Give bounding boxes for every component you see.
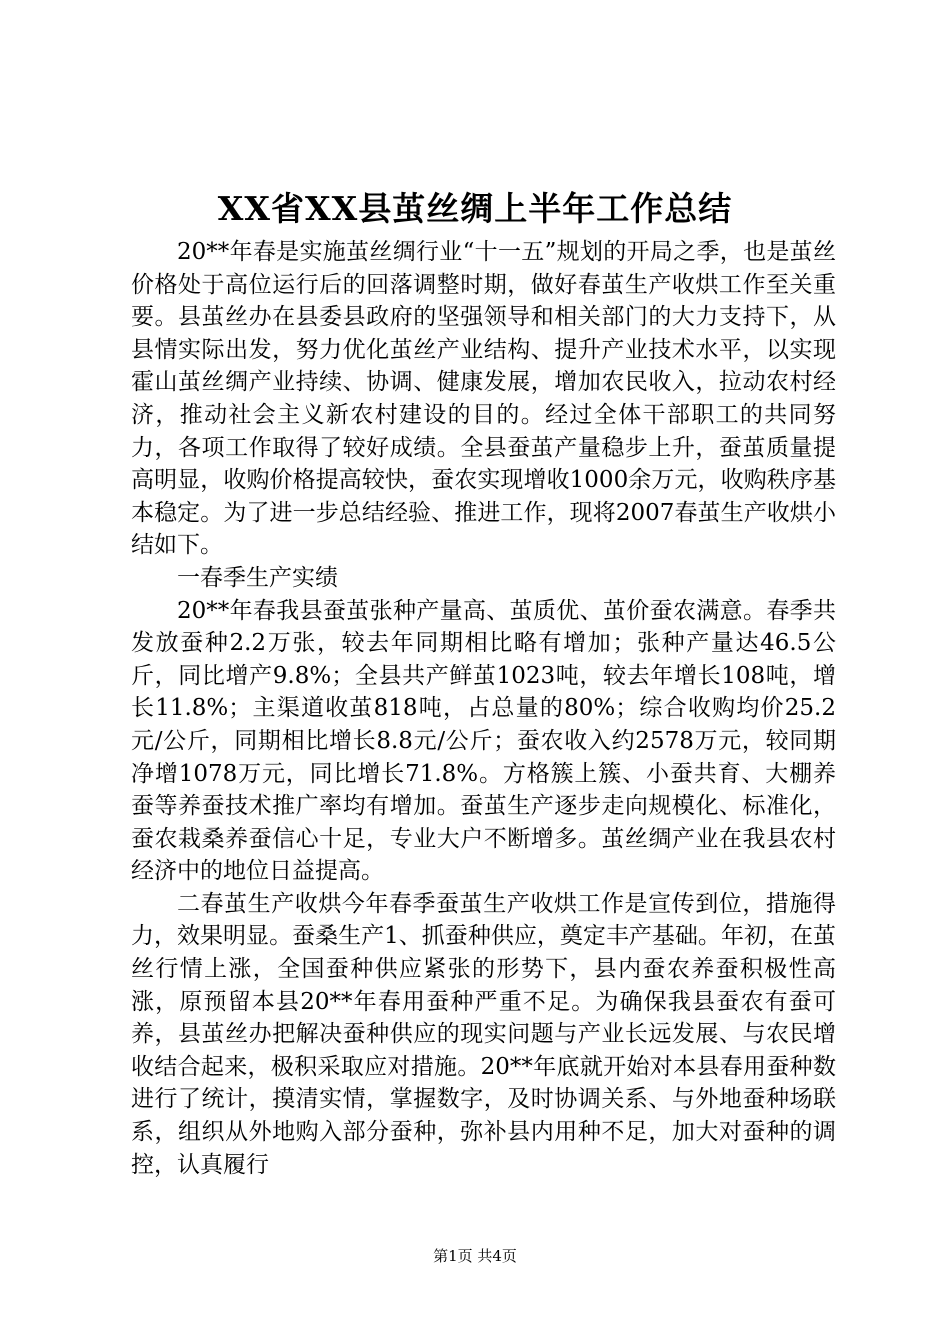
document-body bbox=[131, 236, 836, 1181]
document-title: XX省XX县茧丝绸上半年工作总结 bbox=[217, 189, 733, 228]
paragraph-spring-cocoon-production: 二春茧生产收烘今年春季蚕茧生产收烘工作是宣传到位，措施得力，效果明显。蚕桑生产1、抓蚕种供应，奠定丰产基础。年初，在茧丝行情上涨，全国蚕种供应紧张的形势下，县内蚕农养蚕积极性高涨，原预留本县20**年春用蚕种严重不足。为确保我县蚕农有蚕可养，县茧丝办把解决蚕种供应的现实问题与产业长远发展、与农民增收结合起来，极积采取应对措施。20**年底就开始对本县春用蚕种数进行了统计，摸清实情，掌握数字，及时协调关系、与外地蚕种场联系，组织从外地购入部分蚕种，弥补县内用种不足，加大对蚕种的调控，认真履行 bbox=[131, 890, 836, 1178]
paragraph-intro: 20**年春是实施茧丝绸行业“十一五”规划的开局之季，也是茧丝价格处于高位运行后的回落调整时期，做好春茧生产收烘工作至关重要。县茧丝办在县委县政府的坚强领导和相关部门的大力支持下，从县情实际出发，努力优化茧丝产业结构、提升产业技术水平，以实现霍山茧丝绸产业持续、协调、健康发展，增加农民收入，拉动农村经济，推动社会主义新农村建设的目的。经过全体干部职工的共同努力，各项工作取得了较好成绩。全县蚕茧产量稳步上升，蚕茧质量提高明显，收购价格提高较快，蚕农实现增收1000余万元，收购秩序基本稳定。为了进一步总结经验、推进工作，现将2007春茧生产收烘小结如下。 bbox=[131, 239, 836, 559]
page-footer: 第1页 共4页 bbox=[433, 1247, 517, 1265]
paragraph-spring-results: 20**年春我县蚕茧张种产量高、茧质优、茧价蚕农满意。春季共发放蚕种2.2万张，较去年同期相比略有增加；张种产量达46.5公斤，同比增产9.8%；全县共产鲜茧1023吨，较去年增长108吨，增长11.8%；主渠道收茧818吨，占总量的80%；综合收购均价25.2元/公斤，同期相比增长8.8元/公斤；蚕农收入约2578万元，较同期净增1078万元，同比增长71.8%。方格簇上簇、小蚕共育、大棚养蚕等养蚕技术推广率均有增加。蚕茧生产逐步走向规模化、标准化，蚕农栽桑养蚕信心十足，专业大户不断增多。茧丝绸产业在我县农村经济中的地位日益提高。 bbox=[131, 597, 836, 885]
section-heading-spring-results: 一春季生产实绩 bbox=[177, 564, 338, 591]
